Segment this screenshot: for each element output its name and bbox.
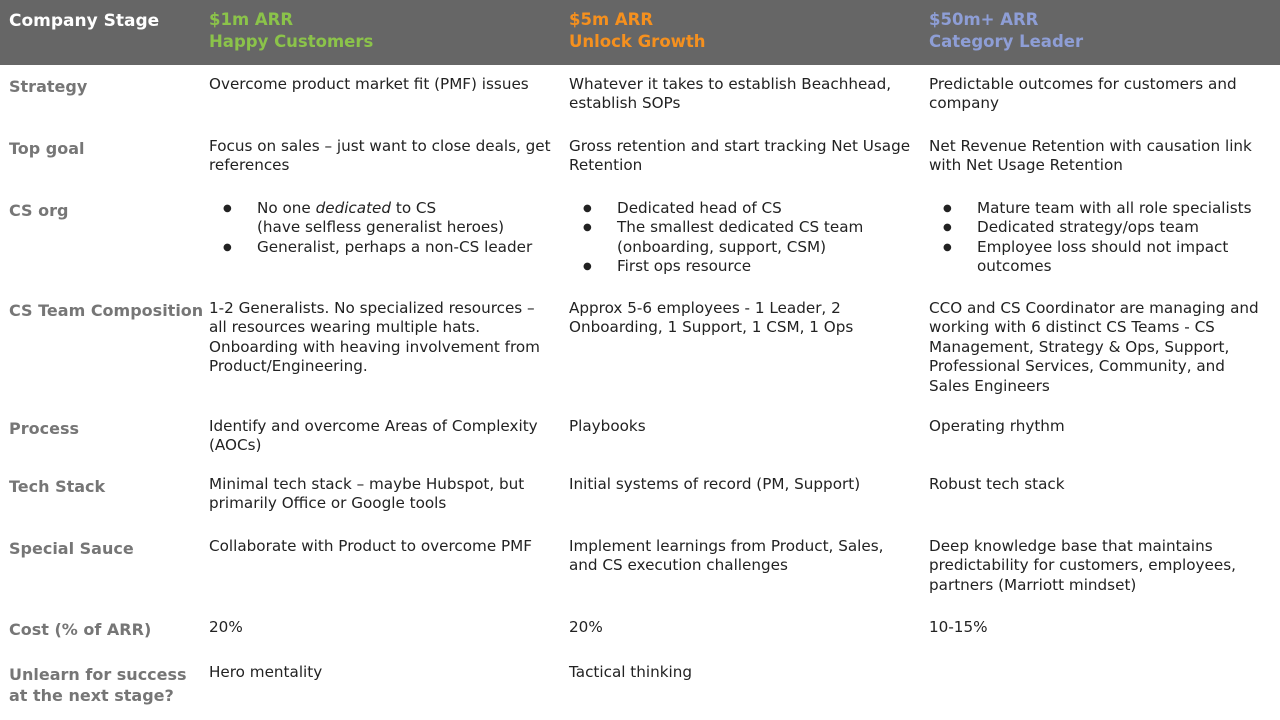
header-col3-arr: $50m+ ARR	[929, 10, 1039, 29]
header-col2-subtitle: Unlock Growth	[569, 32, 706, 51]
team-col3: CCO and CS Coordinator are managing and working with 6 distinct CS Teams - CS Management, Strategy & Ops, Support, Professional Services, Community, and Sales Engineers	[929, 299, 1259, 395]
cs-org-col3	[929, 199, 1269, 277]
header-col3	[929, 9, 1269, 53]
list-item: ● Generalist, perhaps a non-CS leader	[209, 238, 554, 257]
row-label-unlearn: Unlearn for success at the next stage?	[9, 665, 187, 705]
cs-org-col2	[569, 199, 914, 277]
row-label-strategy: Strategy	[9, 77, 88, 96]
unlearn-col1: Hero mentality	[209, 663, 323, 681]
strategy-col3: Predictable outcomes for customers and company	[929, 75, 1237, 113]
top-goal-col3: Net Revenue Retention with causation link with Net Usage Retention	[929, 137, 1252, 175]
strategy-col1: Overcome product market fit (PMF) issues	[209, 75, 529, 93]
process-col1: Identify and overcome Areas of Complexity (AOCs)	[209, 417, 538, 455]
process-col2: Playbooks	[569, 417, 646, 435]
team-col2: Approx 5-6 employees - 1 Leader, 2 Onboarding, 1 Support, 1 CSM, 1 Ops	[569, 299, 854, 337]
sauce-col2: Implement learnings from Product, Sales, and CS execution challenges	[569, 537, 884, 575]
top-goal-col1: Focus on sales – just want to close deals, get references	[209, 137, 551, 175]
row-label-special-sauce: Special Sauce	[9, 539, 134, 558]
row-label-team-composition: CS Team Composition	[9, 301, 204, 320]
header-col1-arr: $1m ARR	[209, 10, 294, 29]
cost-col3: 10-15%	[929, 618, 988, 636]
cs-org-col1	[209, 199, 554, 257]
process-col3: Operating rhythm	[929, 417, 1065, 435]
row-label-top-goal: Top goal	[9, 139, 85, 158]
header-col2-arr: $5m ARR	[569, 10, 654, 29]
header-col1	[209, 9, 549, 53]
tech-col3: Robust tech stack	[929, 475, 1065, 493]
header-col1-subtitle: Happy Customers	[209, 32, 374, 51]
cost-col1: 20%	[209, 618, 243, 636]
sauce-col1: Collaborate with Product to overcome PMF	[209, 537, 533, 555]
list-item: ● Dedicated head of CS	[569, 199, 914, 218]
header-col3-subtitle: Category Leader	[929, 32, 1084, 51]
list-item: ● Mature team with all role specialists	[929, 199, 1269, 218]
list-item: ● First ops resource	[569, 257, 914, 276]
row-label-process: Process	[9, 419, 79, 438]
cost-col2: 20%	[569, 618, 603, 636]
header-col2	[569, 9, 909, 53]
row-label-tech-stack: Tech Stack	[9, 477, 106, 496]
strategy-col2: Whatever it takes to establish Beachhead, establish SOPs	[569, 75, 892, 113]
unlearn-col2: Tactical thinking	[569, 663, 693, 681]
list-item: ● No one dedicated to CS (have selfless generalist heroes)	[209, 199, 554, 238]
team-col1: 1-2 Generalists. No specialized resources – all resources wearing multiple hats. Onboarding with heaving involvement from Product/Engineering.	[209, 299, 540, 376]
header-company-stage: Company Stage	[9, 11, 160, 31]
list-item: ● Employee loss should not impact outcomes	[929, 238, 1269, 277]
tech-col2: Initial systems of record (PM, Support)	[569, 475, 861, 493]
tech-col1: Minimal tech stack – maybe Hubspot, but primarily Office or Google tools	[209, 475, 525, 513]
top-goal-col2: Gross retention and start tracking Net Usage Retention	[569, 137, 911, 175]
row-label-cs-org: CS org	[9, 201, 69, 220]
sauce-col3: Deep knowledge base that maintains predictability for customers, employees, partners (Marriott mindset)	[929, 537, 1236, 594]
row-label-cost: Cost (% of ARR)	[9, 620, 152, 639]
list-item: ● Dedicated strategy/ops team	[929, 218, 1269, 237]
list-item: ● The smallest dedicated CS team (onboarding, support, CSM)	[569, 218, 914, 257]
